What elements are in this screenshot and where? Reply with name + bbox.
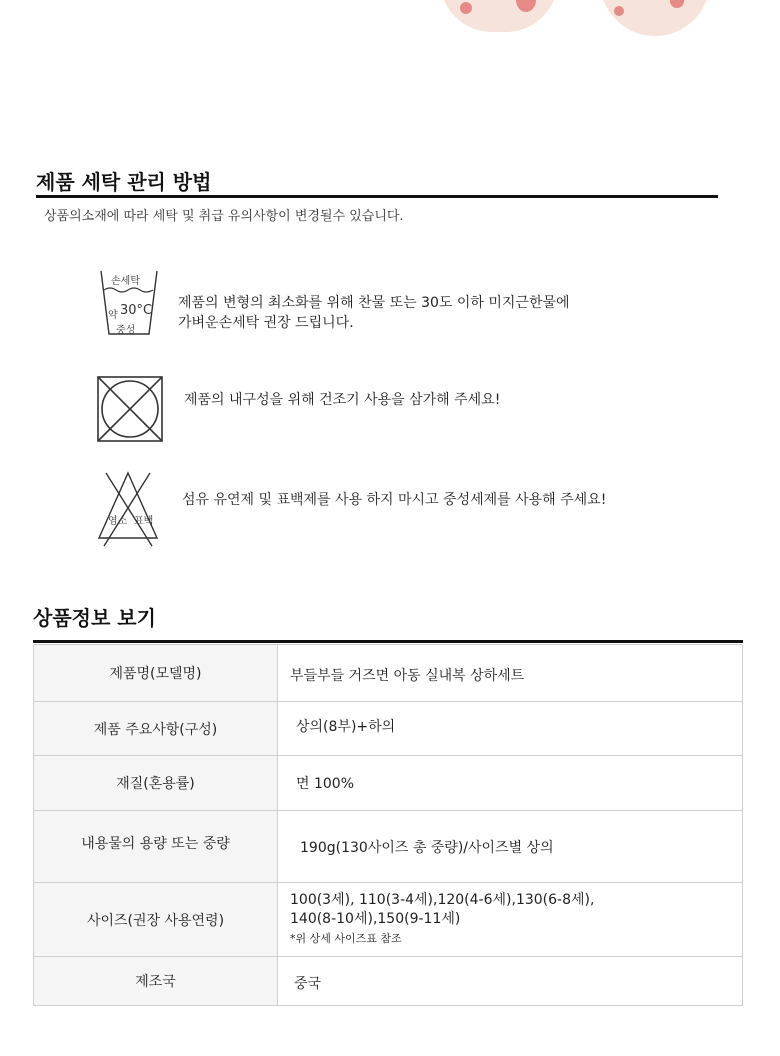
hand-wash-bottom-label: 중성	[116, 325, 136, 336]
table-row	[34, 702, 743, 756]
table-value-cell: 상의(8부)+하의	[278, 702, 743, 756]
table-value-cell	[278, 883, 743, 957]
product-info-table	[33, 644, 743, 1006]
size-line: 140(8-10세),150(9-11세)	[290, 911, 461, 927]
hand-wash-icon	[96, 268, 162, 340]
no-bleach-chlorine-label: 염소	[108, 516, 128, 527]
table-key-cell: 사이즈(권장 사용연령)	[34, 883, 278, 957]
no-tumble-dry-icon	[96, 375, 164, 443]
table-value-cell: 190g(130사이즈 총 중량)/사이즈별 상의	[278, 811, 743, 883]
info-section-title: 상품정보 보기	[33, 606, 156, 630]
hand-wash-weak-label: 약	[108, 310, 118, 321]
info-title-rule	[33, 640, 743, 643]
table-key-cell: 제품명(모델명)	[34, 645, 278, 702]
table-row	[34, 756, 743, 811]
table-row	[34, 883, 743, 957]
table-key-cell: 제조국	[34, 957, 278, 1006]
care-subtitle: 상품의소재에 따라 세탁 및 취급 유의사항이 변경될수 있습니다.	[44, 209, 404, 224]
table-row	[34, 645, 743, 702]
product-top-left-shape	[440, 0, 558, 32]
table-row	[34, 957, 743, 1006]
product-top-right-shape	[600, 0, 710, 36]
care-text-hand-wash	[178, 293, 570, 333]
table-value-cell: 중국	[278, 957, 743, 1006]
table-row	[34, 811, 743, 883]
table-key-cell: 내용물의 용량 또는 중량	[34, 811, 278, 883]
no-bleach-icon	[96, 470, 160, 548]
care-text-no-bleach: 섬유 유연제 및 표백제를 사용 하지 마시고 중성세제를 사용해 주세요!	[182, 492, 607, 508]
hand-wash-top-label: 손세탁	[111, 276, 140, 287]
size-line: 100(3세), 110(3-4세),120(4-6세),130(6-8세),	[290, 892, 595, 908]
table-key-cell: 재질(혼용률)	[34, 756, 278, 811]
product-image-fragment	[430, 0, 730, 40]
size-note: *위 상세 사이즈표 참조	[290, 932, 402, 945]
hand-wash-temp-label: 30°C	[120, 303, 153, 318]
care-title-rule	[36, 195, 718, 198]
care-text-line: 제품의 변형의 최소화를 위해 찬물 또는 30도 이하 미지근한물에	[178, 295, 570, 311]
care-section-title: 제품 세탁 관리 방법	[36, 170, 212, 194]
care-text-no-dryer: 제품의 내구성을 위해 건조기 사용을 삼가해 주세요!	[184, 392, 501, 408]
no-bleach-bleach-label: 표백	[134, 516, 154, 527]
table-value-cell: 면 100%	[278, 756, 743, 811]
care-text-line: 가벼운손세탁 권장 드립니다.	[178, 315, 354, 331]
table-value-cell: 부들부들 거즈면 아동 실내복 상하세트	[278, 645, 743, 702]
table-key-cell: 제품 주요사항(구성)	[34, 702, 278, 756]
